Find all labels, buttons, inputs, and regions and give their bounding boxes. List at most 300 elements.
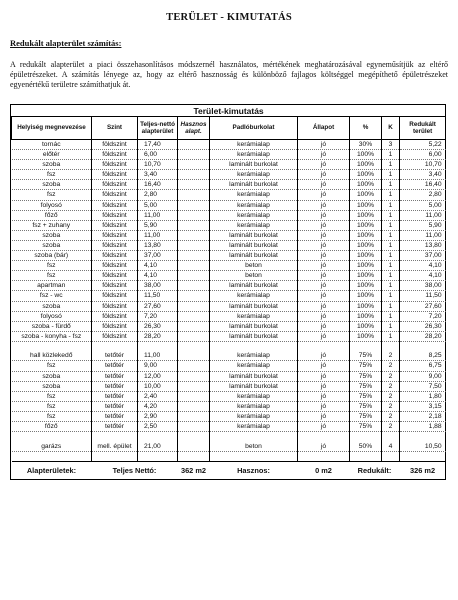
table-cell: 100% — [350, 190, 382, 200]
table-row — [12, 361, 446, 371]
table-cell: szoba (bár) — [12, 251, 92, 261]
table-cell — [178, 321, 210, 331]
table-cell: 13,80 — [138, 240, 178, 250]
table-cell: 11,50 — [400, 291, 446, 301]
empty-cell — [12, 432, 92, 442]
section-subtitle: Redukált alapterület számítás: — [10, 38, 122, 48]
table-cell — [178, 391, 210, 401]
empty-cell — [178, 451, 210, 462]
table-cell: 5,90 — [138, 220, 178, 230]
table-cell: 11,00 — [138, 351, 178, 361]
table-cell: 3,40 — [138, 170, 178, 180]
table-cell: jó — [298, 160, 350, 170]
table-cell: apartman — [12, 281, 92, 291]
table-cell: földszint — [92, 271, 138, 281]
table-cell: jó — [298, 180, 350, 190]
table-cell: jó — [298, 200, 350, 210]
table-cell: 100% — [350, 240, 382, 250]
table-cell: 3,15 — [400, 401, 446, 411]
table-cell: szoba — [12, 160, 92, 170]
table-cell: földszint — [92, 230, 138, 240]
empty-cell — [210, 432, 298, 442]
table-row — [12, 391, 446, 401]
table-cell: 2,18 — [400, 411, 446, 421]
table-cell: fsz — [12, 271, 92, 281]
table-cell — [178, 220, 210, 230]
table-cell: 100% — [350, 150, 382, 160]
table-row — [12, 190, 446, 200]
area-table-frame — [10, 104, 446, 480]
table-cell: laminált burkolat — [210, 160, 298, 170]
table-cell: 1 — [382, 331, 400, 341]
table-cell — [178, 301, 210, 311]
table-cell: tetőtér — [92, 391, 138, 401]
empty-cell — [210, 451, 298, 462]
empty-cell — [138, 341, 178, 351]
empty-cell — [178, 432, 210, 442]
table-cell: jó — [298, 411, 350, 421]
table-row — [12, 230, 446, 240]
table-cell: tetőtér — [92, 351, 138, 361]
table-cell: beton — [210, 442, 298, 452]
table-cell: 27,60 — [138, 301, 178, 311]
table-cell: 75% — [350, 401, 382, 411]
table-cell: kerámialap — [210, 220, 298, 230]
table-cell: jó — [298, 442, 350, 452]
table-row — [12, 351, 446, 361]
table-row — [12, 321, 446, 331]
table-cell: 10,70 — [138, 160, 178, 170]
table-cell: kerámialap — [210, 361, 298, 371]
empty-cell — [382, 341, 400, 351]
table-cell: 100% — [350, 251, 382, 261]
table-cell: 5,22 — [400, 140, 446, 150]
table-cell: jó — [298, 251, 350, 261]
table-cell: fsz + zuhany — [12, 220, 92, 230]
table-cell: laminált burkolat — [210, 381, 298, 391]
table-cell — [178, 281, 210, 291]
table-cell: beton — [210, 261, 298, 271]
table-cell: jó — [298, 240, 350, 250]
table-cell: 37,00 — [400, 251, 446, 261]
table-cell: földszint — [92, 251, 138, 261]
table-cell: jó — [298, 311, 350, 321]
table-cell: 100% — [350, 291, 382, 301]
table-cell: 50% — [350, 442, 382, 452]
table-row — [12, 220, 446, 230]
table-cell: főző — [12, 210, 92, 220]
table-title: Terület-kimutatás — [12, 105, 446, 117]
table-cell: 10,00 — [138, 381, 178, 391]
table-cell: 4 — [382, 442, 400, 452]
table-cell: kerámialap — [210, 190, 298, 200]
table-cell: 11,50 — [138, 291, 178, 301]
table-row — [12, 150, 446, 160]
table-cell: 11,00 — [138, 210, 178, 220]
table-cell: kerámialap — [210, 411, 298, 421]
empty-cell — [350, 341, 382, 351]
table-cell — [178, 200, 210, 210]
table-cell: jó — [298, 230, 350, 240]
table-cell: 100% — [350, 321, 382, 331]
table-cell: 2 — [382, 381, 400, 391]
table-cell: 1 — [382, 240, 400, 250]
table-cell — [178, 371, 210, 381]
table-cell: 75% — [350, 371, 382, 381]
table-cell: 2 — [382, 401, 400, 411]
table-cell: tetőtér — [92, 381, 138, 391]
empty-cell — [400, 451, 446, 462]
table-cell: 2 — [382, 411, 400, 421]
spacer-row — [12, 432, 446, 442]
table-cell: 1 — [382, 251, 400, 261]
table-cell: fsz — [12, 170, 92, 180]
table-cell: 9,00 — [138, 361, 178, 371]
table-cell: földszint — [92, 200, 138, 210]
table-cell — [178, 422, 210, 432]
table-cell — [178, 381, 210, 391]
table-cell — [178, 271, 210, 281]
table-cell: 13,80 — [400, 240, 446, 250]
spacer-row — [12, 451, 446, 462]
table-row — [12, 140, 446, 150]
table-cell: 3 — [382, 140, 400, 150]
table-cell: laminált burkolat — [210, 180, 298, 190]
table-cell: földszint — [92, 180, 138, 190]
table-row — [12, 422, 446, 432]
table-cell: 100% — [350, 180, 382, 190]
table-cell: 9,00 — [400, 371, 446, 381]
table-row — [12, 271, 446, 281]
reduced-area-label: Redukált: — [350, 462, 400, 480]
table-cell: 16,40 — [138, 180, 178, 190]
table-cell: 1 — [382, 200, 400, 210]
table-cell — [178, 240, 210, 250]
table-cell: szoba - fürdő — [12, 321, 92, 331]
table-cell: 1 — [382, 261, 400, 271]
table-row — [12, 180, 446, 190]
table-cell: fsz — [12, 261, 92, 271]
table-cell: jó — [298, 261, 350, 271]
table-cell — [178, 291, 210, 301]
empty-cell — [382, 432, 400, 442]
table-cell: földszint — [92, 311, 138, 321]
table-cell: 2,80 — [138, 190, 178, 200]
table-cell: jó — [298, 271, 350, 281]
area-table — [11, 105, 446, 479]
table-cell: 3,40 — [400, 170, 446, 180]
table-cell: 2 — [382, 361, 400, 371]
table-cell: 6,75 — [400, 361, 446, 371]
table-cell: földszint — [92, 331, 138, 341]
table-cell: 1 — [382, 220, 400, 230]
table-cell: szoba — [12, 180, 92, 190]
table-cell: jó — [298, 351, 350, 361]
table-row — [12, 160, 446, 170]
table-cell: 4,10 — [138, 261, 178, 271]
table-cell: tetőtér — [92, 411, 138, 421]
table-cell: 75% — [350, 422, 382, 432]
table-cell: 11,00 — [400, 230, 446, 240]
table-cell: kerámialap — [210, 200, 298, 210]
table-cell: kerámialap — [210, 170, 298, 180]
column-header: Padlóburkolat — [210, 117, 298, 140]
table-cell: 38,00 — [138, 281, 178, 291]
table-row — [12, 301, 446, 311]
table-row — [12, 442, 446, 452]
table-cell: 28,20 — [400, 331, 446, 341]
table-cell: földszint — [92, 190, 138, 200]
table-row — [12, 281, 446, 291]
table-cell — [178, 251, 210, 261]
empty-cell — [298, 432, 350, 442]
table-cell: jó — [298, 361, 350, 371]
table-row — [12, 240, 446, 250]
table-cell: 11,00 — [400, 210, 446, 220]
table-cell: 2 — [382, 351, 400, 361]
table-cell: laminált burkolat — [210, 371, 298, 381]
table-cell: 37,00 — [138, 251, 178, 261]
table-cell: laminált burkolat — [210, 321, 298, 331]
table-cell: 30% — [350, 140, 382, 150]
table-cell — [178, 230, 210, 240]
table-row — [12, 411, 446, 421]
table-row — [12, 311, 446, 321]
table-cell: fsz — [12, 361, 92, 371]
table-cell: 2 — [382, 371, 400, 381]
table-cell: 75% — [350, 411, 382, 421]
table-cell — [178, 311, 210, 321]
table-cell: 2 — [382, 391, 400, 401]
table-cell: jó — [298, 170, 350, 180]
column-header: Állapot — [298, 117, 350, 140]
total-net-label: Teljes Nettó: — [92, 462, 178, 480]
table-cell: jó — [298, 150, 350, 160]
total-net-value: 362 m2 — [178, 462, 210, 480]
table-cell — [178, 442, 210, 452]
table-cell: folyosó — [12, 200, 92, 210]
table-cell: fsz — [12, 401, 92, 411]
summary-label: Alapterületek: — [12, 462, 92, 480]
table-cell: földszint — [92, 261, 138, 271]
column-header: Helyiség megnevezése — [12, 117, 92, 140]
useful-area-value: 0 m2 — [298, 462, 350, 480]
table-cell: 1 — [382, 301, 400, 311]
table-cell: földszint — [92, 321, 138, 331]
column-header: Szint — [92, 117, 138, 140]
table-cell: tetőtér — [92, 422, 138, 432]
table-row — [12, 331, 446, 341]
table-cell — [178, 331, 210, 341]
table-cell: 26,30 — [400, 321, 446, 331]
table-cell: laminált burkolat — [210, 251, 298, 261]
table-header-row — [12, 117, 446, 140]
table-cell: jó — [298, 190, 350, 200]
table-cell: jó — [298, 210, 350, 220]
table-cell: 1 — [382, 190, 400, 200]
spacer-row — [12, 341, 446, 351]
table-cell: 4,10 — [400, 261, 446, 271]
table-cell: 1 — [382, 170, 400, 180]
table-cell: kerámialap — [210, 422, 298, 432]
table-cell: fsz — [12, 411, 92, 421]
table-cell: jó — [298, 391, 350, 401]
table-cell: 100% — [350, 200, 382, 210]
table-cell — [178, 140, 210, 150]
table-cell: 8,25 — [400, 351, 446, 361]
table-cell: 6,00 — [138, 150, 178, 160]
table-cell: 16,40 — [400, 180, 446, 190]
empty-cell — [298, 341, 350, 351]
table-cell: hall közlekedő — [12, 351, 92, 361]
table-cell: laminált burkolat — [210, 301, 298, 311]
table-cell: jó — [298, 301, 350, 311]
table-row — [12, 291, 446, 301]
empty-cell — [210, 341, 298, 351]
table-row — [12, 251, 446, 261]
table-cell: jó — [298, 401, 350, 411]
table-cell — [178, 150, 210, 160]
table-cell: 100% — [350, 170, 382, 180]
empty-cell — [92, 432, 138, 442]
empty-cell — [138, 432, 178, 442]
table-cell: tetőtér — [92, 371, 138, 381]
table-body — [12, 140, 446, 462]
table-cell: földszint — [92, 170, 138, 180]
table-cell: laminált burkolat — [210, 230, 298, 240]
table-cell: kerámialap — [210, 210, 298, 220]
table-cell: garázs — [12, 442, 92, 452]
table-cell — [178, 411, 210, 421]
table-row — [12, 200, 446, 210]
intro-paragraph: A redukált alapterület a piaci összehasonlításos módszernél használatos, mértékének meghatározásával egyneműsítjük az eltérő épületrészeket. A számítás lényege az, hogy az eltérő hasznosság és különböző fajlagos költséggel megépíthető épületrészeket egyenértékű területre számíthatjuk át. — [10, 60, 448, 90]
table-cell: földszint — [92, 140, 138, 150]
table-cell: kerámialap — [210, 140, 298, 150]
table-cell: 1 — [382, 281, 400, 291]
table-cell: földszint — [92, 210, 138, 220]
table-cell — [178, 160, 210, 170]
table-cell: 4,10 — [138, 271, 178, 281]
table-cell — [178, 401, 210, 411]
table-cell — [178, 210, 210, 220]
table-cell: 11,00 — [138, 230, 178, 240]
table-cell: földszint — [92, 281, 138, 291]
table-cell — [178, 190, 210, 200]
empty-cell — [12, 451, 92, 462]
empty-cell — [178, 341, 210, 351]
table-cell: 1 — [382, 210, 400, 220]
table-cell: jó — [298, 291, 350, 301]
table-cell: 75% — [350, 381, 382, 391]
table-cell: földszint — [92, 291, 138, 301]
table-cell: 100% — [350, 281, 382, 291]
table-cell: 100% — [350, 230, 382, 240]
table-cell: 1,88 — [400, 422, 446, 432]
table-cell: tetőtér — [92, 401, 138, 411]
table-cell: 1 — [382, 150, 400, 160]
table-cell: 4,10 — [400, 271, 446, 281]
table-cell: kerámialap — [210, 291, 298, 301]
table-cell: jó — [298, 140, 350, 150]
table-cell: 10,50 — [400, 442, 446, 452]
table-cell: laminált burkolat — [210, 240, 298, 250]
table-cell: 100% — [350, 271, 382, 281]
table-cell: 1 — [382, 321, 400, 331]
table-cell: 2,80 — [400, 190, 446, 200]
table-cell: 1,80 — [400, 391, 446, 401]
table-cell: 100% — [350, 301, 382, 311]
table-row — [12, 401, 446, 411]
table-cell: földszint — [92, 240, 138, 250]
table-cell: 100% — [350, 160, 382, 170]
table-cell: jó — [298, 331, 350, 341]
column-header: Redukált terület — [400, 117, 446, 140]
empty-cell — [400, 432, 446, 442]
table-cell: kerámialap — [210, 311, 298, 321]
table-cell: szoba — [12, 301, 92, 311]
table-cell: 28,20 — [138, 331, 178, 341]
table-cell: 7,20 — [400, 311, 446, 321]
table-cell: kerámialap — [210, 351, 298, 361]
table-cell: kerámialap — [210, 401, 298, 411]
empty-cell — [400, 341, 446, 351]
summary-row — [12, 462, 446, 480]
table-cell: fsz - wc — [12, 291, 92, 301]
empty-cell — [138, 451, 178, 462]
table-row — [12, 170, 446, 180]
table-cell: 1 — [382, 271, 400, 281]
column-header: Teljes-nettó alapterület — [138, 117, 178, 140]
table-cell: földszint — [92, 301, 138, 311]
table-cell: tetőtér — [92, 361, 138, 371]
table-cell: 100% — [350, 220, 382, 230]
page-title: TERÜLET - KIMUTATÁS — [166, 12, 292, 23]
table-cell: 75% — [350, 391, 382, 401]
table-cell: jó — [298, 422, 350, 432]
column-header: Hasznos alapt. — [178, 117, 210, 140]
table-cell: 27,60 — [400, 301, 446, 311]
table-cell: beton — [210, 271, 298, 281]
table-cell: 4,20 — [138, 401, 178, 411]
table-cell: szoba - konyha - fsz — [12, 331, 92, 341]
table-cell: 6,00 — [400, 150, 446, 160]
empty-cell — [298, 451, 350, 462]
empty-cell — [92, 451, 138, 462]
table-cell: 75% — [350, 351, 382, 361]
table-cell: 12,00 — [138, 371, 178, 381]
table-cell: 26,30 — [138, 321, 178, 331]
table-cell: folyosó — [12, 311, 92, 321]
table-cell: földszint — [92, 220, 138, 230]
table-cell: földszint — [92, 160, 138, 170]
table-cell: tornác — [12, 140, 92, 150]
empty-cell — [382, 451, 400, 462]
empty-cell — [350, 432, 382, 442]
table-cell: főző — [12, 422, 92, 432]
table-cell: 100% — [350, 331, 382, 341]
table-cell: fsz — [12, 391, 92, 401]
table-cell: kerámialap — [210, 391, 298, 401]
table-cell: 5,00 — [400, 200, 446, 210]
table-cell: 1 — [382, 180, 400, 190]
table-cell: szoba — [12, 230, 92, 240]
table-cell: 2 — [382, 422, 400, 432]
table-cell: 21,00 — [138, 442, 178, 452]
table-cell: 7,20 — [138, 311, 178, 321]
table-cell: szoba — [12, 240, 92, 250]
table-cell: 2,90 — [138, 411, 178, 421]
table-cell: 5,00 — [138, 200, 178, 210]
